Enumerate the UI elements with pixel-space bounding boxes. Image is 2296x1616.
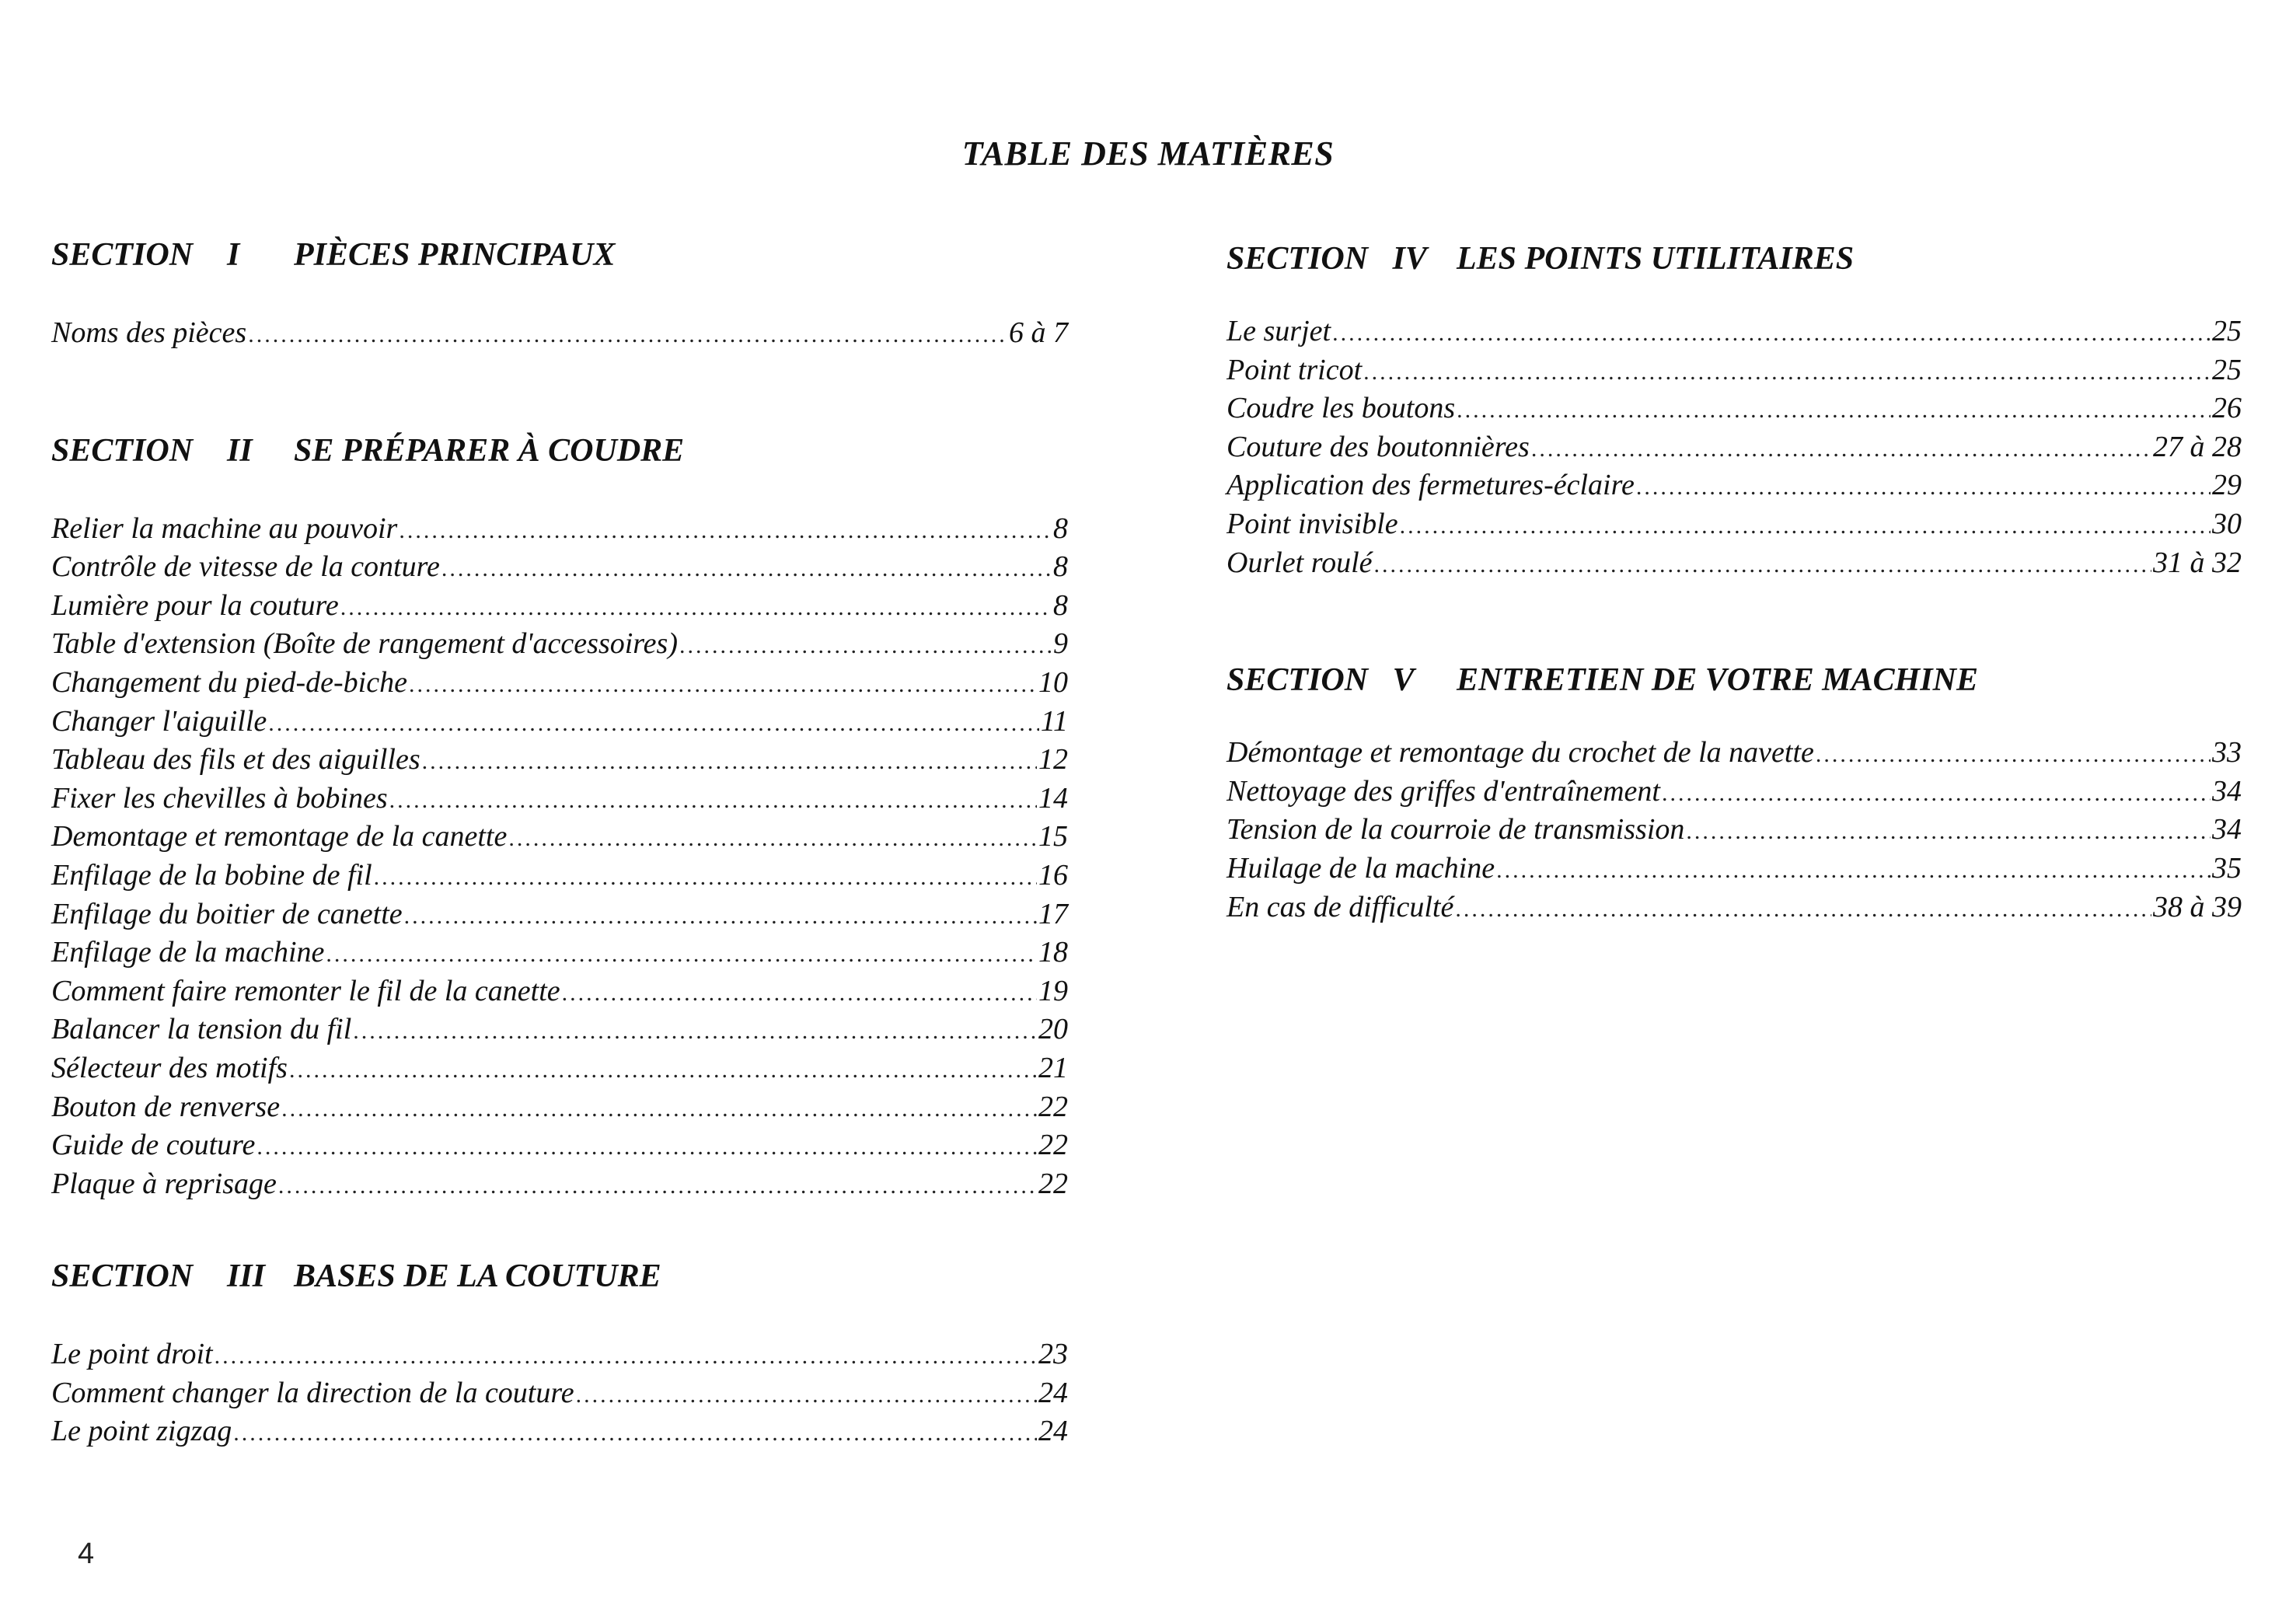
toc-entry[interactable] [51, 1010, 1068, 1049]
entry-label: Balancer la tension du fil [51, 1013, 352, 1046]
entry-page: 24 [1038, 1415, 1068, 1448]
entry-label: Bouton de renverse [51, 1090, 281, 1123]
leader-dots [1662, 774, 2211, 813]
toc-entry[interactable] [51, 587, 1068, 626]
leader-dots [1363, 353, 2211, 392]
leader-dots [441, 550, 1052, 588]
entry-label: Coudre les boutons [1227, 392, 1456, 425]
entry-label: Comment faire remonter le fil de la canette [51, 974, 560, 1007]
entry-page: 12 [1038, 743, 1068, 777]
page-title: TABLE DES MATIÈRES [961, 134, 1335, 173]
entry-page: 8 [1053, 550, 1068, 584]
entry-page: 24 [1038, 1376, 1068, 1409]
leader-dots [1455, 890, 2151, 929]
entry-page: 25 [2212, 315, 2242, 347]
entry-label: Application des fermetures-éclaire [1227, 469, 1635, 502]
section-title: ENTRETIEN DE VOTRE MACHINE [1457, 662, 1978, 699]
leader-dots [289, 1051, 1037, 1090]
entry-label: Plaque à reprisage [51, 1167, 277, 1200]
section-title: LES POINTS UTILITAIRES [1457, 241, 1855, 277]
entry-label: Demontage et remontage de la canette [51, 820, 508, 853]
toc-entry[interactable] [51, 510, 1068, 549]
entry-label: Fixer les chevilles à bobines [51, 781, 388, 815]
entry-page: 18 [1038, 936, 1068, 969]
entry-label: Le point droit [51, 1338, 213, 1371]
toc-entry[interactable] [51, 1165, 1068, 1204]
leader-dots [1686, 812, 2211, 851]
entry-label: Lumière pour la couture [51, 588, 339, 622]
section-4-entries [1227, 312, 2242, 582]
entry-label: Le surjet [1227, 315, 1331, 347]
leader-dots [404, 897, 1037, 936]
entry-page: 34 [2212, 774, 2242, 808]
leader-dots [399, 511, 1052, 550]
leader-dots [215, 1337, 1037, 1376]
section-heading-4 [1227, 239, 2242, 279]
toc-entry[interactable] [1227, 351, 2242, 390]
leader-dots [248, 316, 1007, 354]
section-label-text: SECTION [1227, 662, 1369, 699]
entry-page: 14 [1038, 781, 1068, 815]
section-heading-3 [51, 1256, 1068, 1297]
section-label: SECTION [51, 237, 194, 273]
entry-page: 22 [1038, 1129, 1068, 1162]
toc-entry[interactable] [51, 857, 1068, 895]
leader-dots [281, 1090, 1037, 1129]
entry-page: 34 [2212, 813, 2242, 846]
leader-dots [1531, 430, 2151, 469]
leader-dots [1496, 851, 2211, 890]
entry-page: 26 [2212, 392, 2242, 425]
entry-page: 22 [1038, 1090, 1068, 1123]
section-label-text: SECTION [1227, 241, 1369, 277]
entry-page: 9 [1053, 627, 1068, 661]
entry-label: Changement du pied-de-biche [51, 665, 407, 699]
leader-dots [374, 858, 1037, 897]
entry-page: 19 [1038, 974, 1068, 1007]
toc-entry[interactable] [51, 314, 1068, 353]
entry-label: Ourlet roulé [1227, 546, 1373, 579]
entry-label: Enfilage du boitier de canette [51, 897, 403, 930]
entry-page: 33 [2212, 736, 2242, 770]
toc-entry[interactable] [1227, 389, 2242, 428]
leader-dots [409, 665, 1037, 704]
leader-dots [389, 781, 1037, 820]
section-heading-1 [51, 235, 1068, 275]
toc-entry[interactable] [51, 703, 1068, 742]
toc-entry[interactable] [1227, 850, 2242, 888]
toc-entry[interactable] [51, 1126, 1068, 1165]
toc-entry[interactable] [51, 741, 1068, 780]
toc-entry[interactable] [1227, 312, 2242, 351]
toc-entry[interactable] [51, 625, 1068, 664]
entry-page: 22 [1038, 1167, 1068, 1200]
entry-page: 16 [1038, 858, 1068, 892]
entry-label: Relier la machine au pouvoir [51, 511, 398, 545]
entry-label: Guide de couture [51, 1129, 256, 1162]
section-number: IV [1392, 241, 1427, 277]
toc-entry[interactable] [51, 1088, 1068, 1127]
toc-entry[interactable] [51, 1374, 1068, 1413]
toc-entry[interactable] [1227, 734, 2242, 773]
section-number: V [1392, 662, 1415, 699]
entry-page: 15 [1038, 820, 1068, 853]
entry-page: 29 [2212, 469, 2242, 502]
entry-label: Enfilage de la machine [51, 936, 325, 969]
toc-entry[interactable] [51, 1412, 1068, 1451]
toc-entry[interactable] [51, 1049, 1068, 1088]
leader-dots [233, 1414, 1037, 1453]
entry-page: 27 à 28 [2153, 430, 2242, 463]
toc-right-column [1227, 239, 2242, 927]
entry-page: 8 [1053, 511, 1068, 545]
toc-entry[interactable] [1227, 428, 2242, 467]
toc-entry[interactable] [1227, 544, 2242, 583]
toc-left-column [51, 235, 1068, 1451]
entry-label: Tension de la courroie de transmission [1227, 813, 1685, 846]
toc-entry[interactable] [51, 664, 1068, 703]
section-label: SECTION [51, 432, 194, 469]
section-5-entries [1227, 734, 2242, 927]
entry-page: 10 [1038, 665, 1068, 699]
section-title: PIÈCES PRINCIPAUX [294, 237, 616, 273]
entry-label: Changer l'aiguille [51, 704, 267, 738]
entry-label: Noms des pièces [51, 316, 247, 349]
leader-dots [422, 742, 1037, 781]
leader-dots [1400, 507, 2211, 546]
entry-label: Comment changer la direction de la couture [51, 1376, 574, 1409]
leader-dots [679, 627, 1052, 665]
toc-entry[interactable] [51, 934, 1068, 972]
entry-page: 11 [1040, 704, 1068, 738]
leader-dots [508, 819, 1037, 858]
leader-dots [256, 1128, 1037, 1167]
entry-label: Point tricot [1227, 353, 1363, 386]
entry-page: 23 [1038, 1338, 1068, 1371]
toc-entry[interactable] [1227, 811, 2242, 850]
section-number: I [227, 237, 240, 273]
toc-entry[interactable] [51, 780, 1068, 818]
entry-page: 20 [1038, 1013, 1068, 1046]
entry-label: Point invisible [1227, 507, 1398, 540]
section-number: III [227, 1258, 266, 1295]
leader-dots [353, 1012, 1037, 1051]
toc-entry[interactable] [51, 1335, 1068, 1374]
entry-page: 21 [1038, 1051, 1068, 1084]
section-2-entries [51, 510, 1068, 1204]
section-label: SECTION [51, 1258, 194, 1295]
entry-label: En cas de difficulté [1227, 890, 1454, 923]
section-label [1227, 660, 1457, 700]
entry-label: Tableau des fils et des aiguilles [51, 743, 420, 777]
section-heading-2 [51, 431, 1068, 471]
section-label [1227, 239, 1457, 279]
entry-label: Le point zigzag [51, 1415, 232, 1448]
toc-entry[interactable] [1227, 773, 2242, 811]
entry-page: 17 [1038, 897, 1068, 930]
section-1-entries [51, 314, 1068, 353]
entry-label: Nettoyage des griffes d'entraînement [1227, 774, 1660, 808]
leader-dots [268, 704, 1039, 743]
leader-dots [326, 935, 1037, 974]
entry-page: 25 [2212, 353, 2242, 386]
section-title: SE PRÉPARER À COUDRE [294, 432, 685, 469]
leader-dots [1374, 546, 2151, 585]
leader-dots [1332, 314, 2211, 353]
section-heading-5 [1227, 660, 2242, 700]
entry-label: Sélecteur des motifs [51, 1051, 288, 1084]
entry-label: Huilage de la machine [1227, 851, 1495, 885]
leader-dots [1457, 391, 2211, 430]
leader-dots [1816, 735, 2211, 774]
entry-page: 35 [2212, 851, 2242, 885]
leader-dots [562, 974, 1037, 1013]
entry-label: Couture des boutonnières [1227, 430, 1530, 463]
toc-entry[interactable] [1227, 888, 2242, 927]
toc-entry[interactable] [51, 972, 1068, 1011]
toc-entry[interactable] [1227, 466, 2242, 505]
entry-label: Démontage et remontage du crochet de la navette [1227, 736, 1814, 770]
entry-label: Contrôle de vitesse de la conture [51, 550, 440, 584]
leader-dots [340, 588, 1052, 627]
entry-label: Enfilage de la bobine de fil [51, 858, 372, 892]
toc-entry[interactable] [1227, 505, 2242, 544]
leader-dots [1636, 468, 2211, 507]
entry-page: 8 [1053, 588, 1068, 622]
entry-page: 31 à 32 [2153, 546, 2242, 579]
toc-entry[interactable] [51, 548, 1068, 587]
toc-entry[interactable] [51, 895, 1068, 934]
section-3-entries [51, 1335, 1068, 1451]
entry-label: Table d'extension (Boîte de rangement d'accessoires) [51, 627, 678, 661]
entry-page: 38 à 39 [2153, 890, 2242, 923]
entry-page: 6 à 7 [1009, 316, 1068, 349]
entry-page: 30 [2212, 507, 2242, 540]
toc-entry[interactable] [51, 818, 1068, 857]
leader-dots [278, 1167, 1037, 1206]
section-number: II [227, 432, 253, 469]
page-number: 4 [78, 1537, 95, 1570]
section-title: BASES DE LA COUTURE [294, 1258, 661, 1295]
leader-dots [576, 1376, 1037, 1415]
